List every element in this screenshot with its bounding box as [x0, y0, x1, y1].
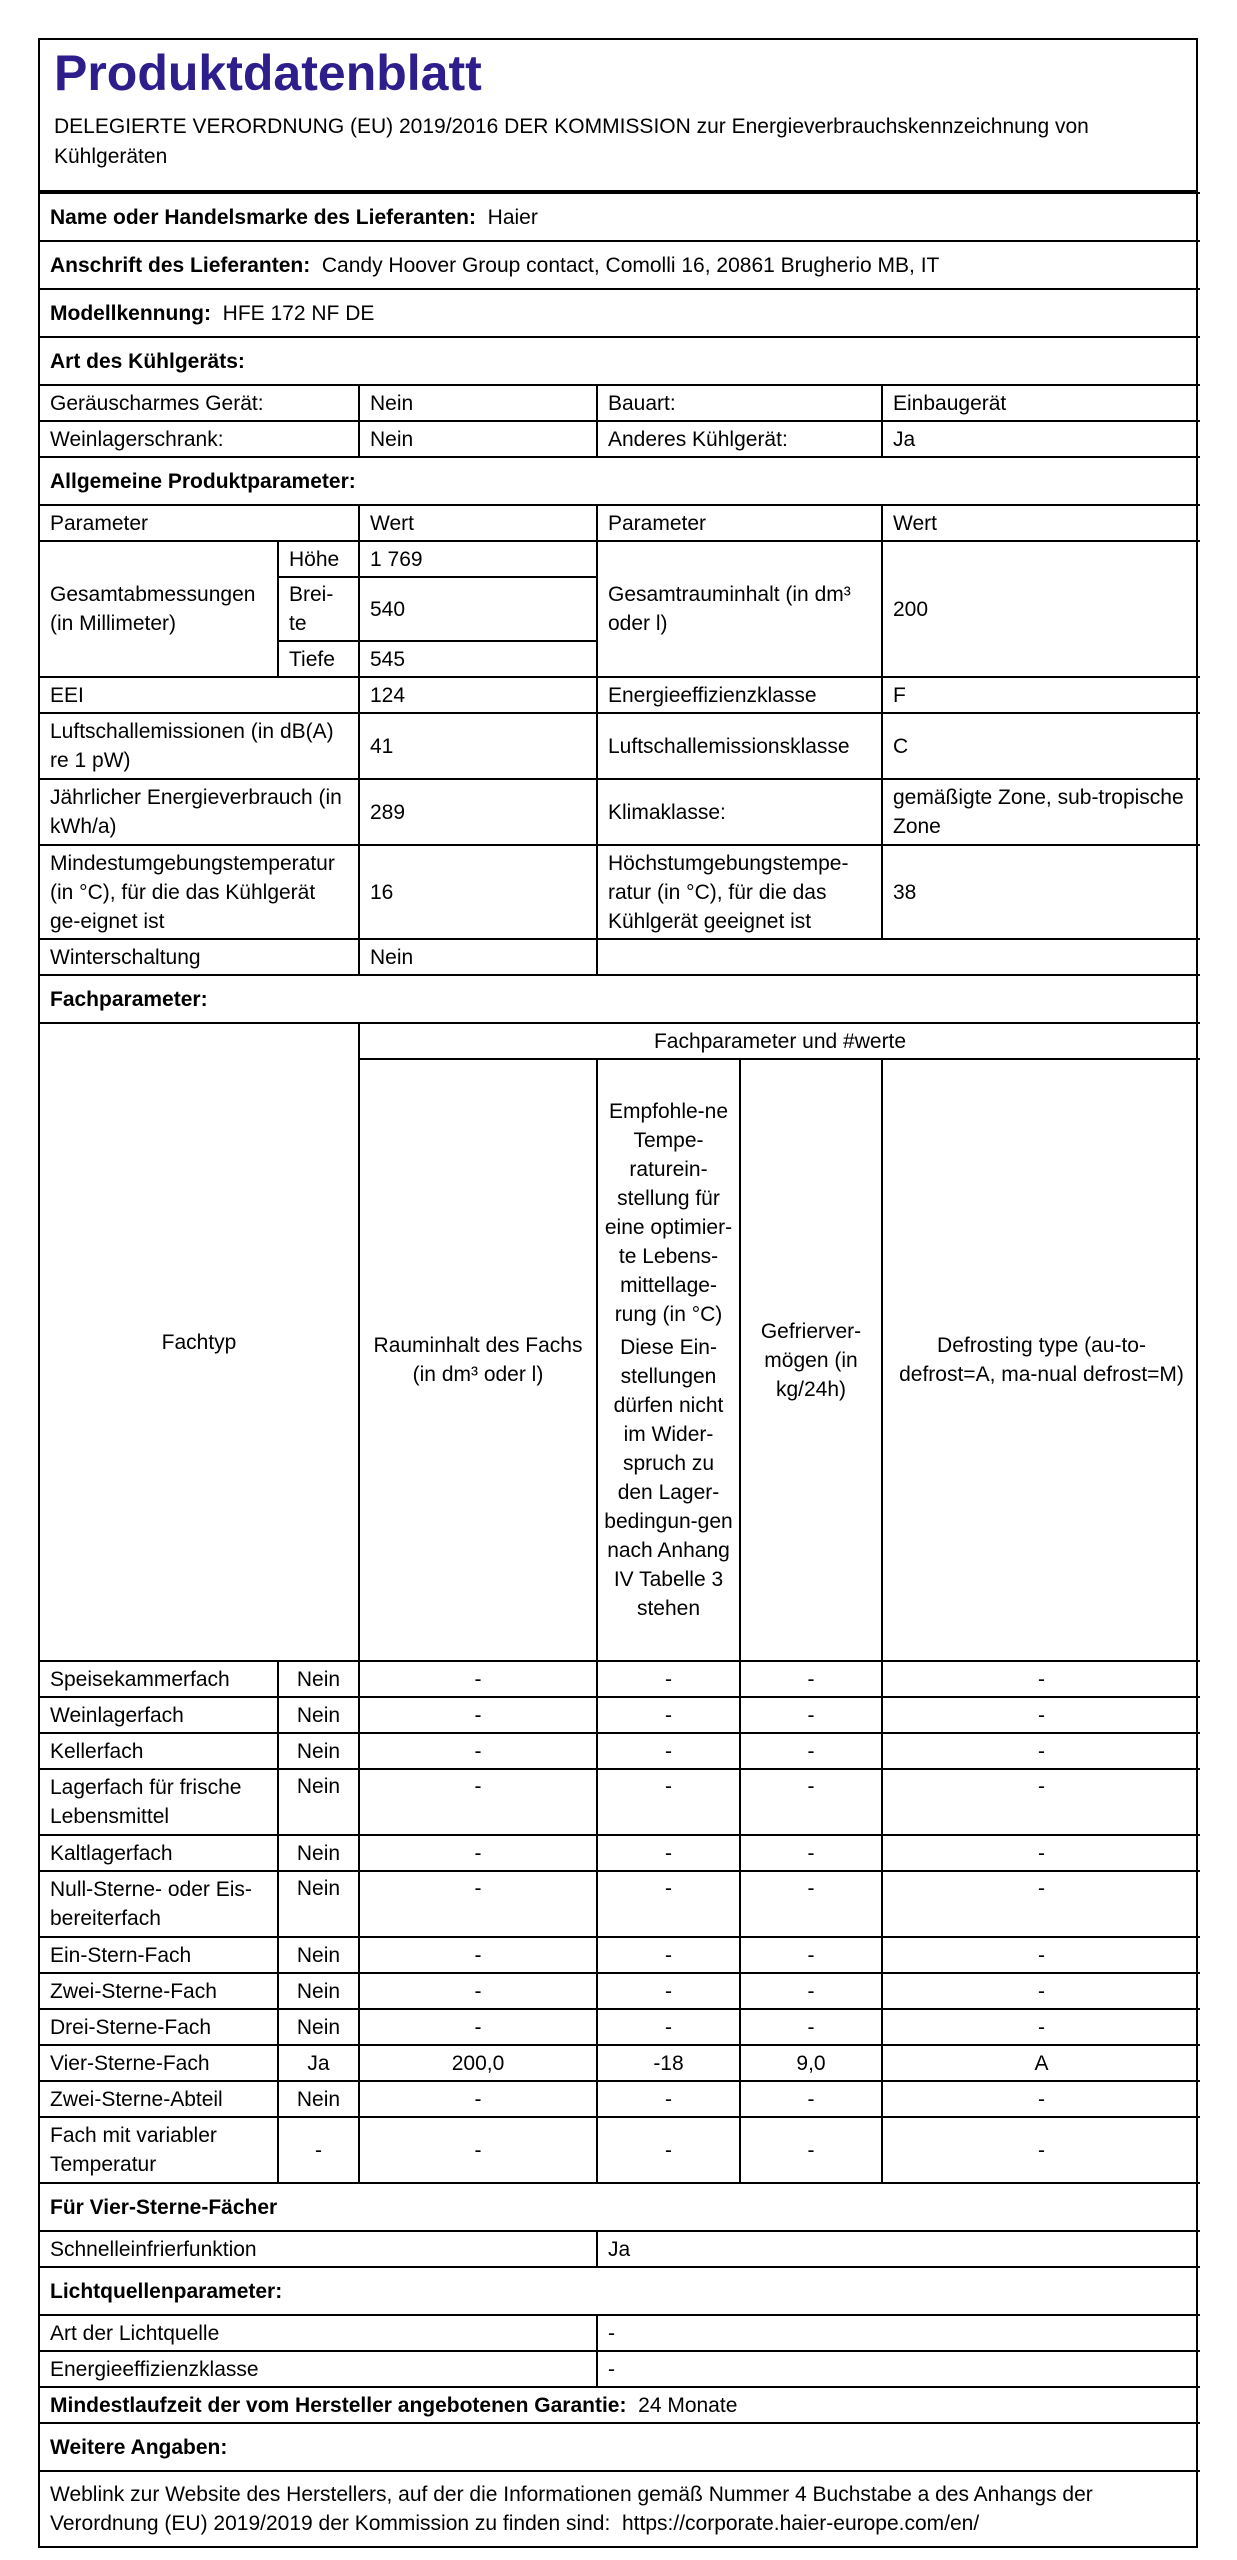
- compartment-temp: -: [597, 2009, 740, 2045]
- more-info-text: Weblink zur Website des Herstellers, auf der die Informationen gemäß Nummer 4 Buchstabe a des Anhangs der Verordnung (EU) 2019/2019 der Kommission zu finden sind:: [50, 2483, 1093, 2535]
- compartment-defrost: A: [882, 2045, 1200, 2081]
- supplier-name-row: [40, 193, 1200, 241]
- winter-label: Winterschaltung: [40, 939, 359, 975]
- light-heading: Lichtquellenparameter:: [40, 2267, 1200, 2315]
- compartment-present: Nein: [278, 2081, 359, 2117]
- compartment-volume: -: [359, 1835, 597, 1871]
- eei-row: [40, 677, 1200, 713]
- max-temp-value: 38: [882, 845, 1200, 939]
- compartment-freeze: -: [740, 2117, 882, 2183]
- compartment-row: [40, 1733, 1200, 1769]
- compartment-volume: -: [359, 1697, 597, 1733]
- compartment-freeze: -: [740, 1871, 882, 1937]
- compartment-row: [40, 1697, 1200, 1733]
- compartment-row: [40, 2081, 1200, 2117]
- warranty-value: 24 Monate: [638, 2393, 738, 2417]
- compartment-name: Kaltlagerfach: [40, 1835, 278, 1871]
- compartments-group-header-row: [40, 1023, 1200, 1059]
- compartment-present: Ja: [278, 2045, 359, 2081]
- compartment-defrost: -: [882, 1937, 1200, 1973]
- compartment-defrost: -: [882, 1769, 1200, 1835]
- appliance-type-heading: Art des Kühlgeräts:: [40, 337, 1200, 385]
- compartment-temp: -: [597, 1733, 740, 1769]
- general-heading: Allgemeine Produktparameter:: [40, 457, 1200, 505]
- compartment-volume: -: [359, 1937, 597, 1973]
- compartment-present: Nein: [278, 1835, 359, 1871]
- supplier-name-value: Haier: [487, 205, 538, 229]
- general-heading-row: [40, 457, 1200, 505]
- compartment-defrost: -: [882, 1733, 1200, 1769]
- compartment-freeze: -: [740, 2081, 882, 2117]
- noise-row: [40, 713, 1200, 779]
- noise-label: Luftschallemissionen (in dB(A) re 1 pW): [40, 713, 359, 779]
- climate-label: Klimaklasse:: [597, 779, 882, 845]
- compartment-name: Lagerfach für frische Lebensmittel: [40, 1769, 278, 1835]
- width-label: Brei-te: [278, 577, 359, 641]
- empty-cell: [597, 939, 1200, 975]
- appliance-type-value-2: Einbaugerät: [882, 385, 1200, 421]
- compartment-name: Zwei-Sterne-Fach: [40, 1973, 278, 2009]
- compartment-present: Nein: [278, 1973, 359, 2009]
- dimensions-row: [40, 541, 1200, 577]
- compartment-name: Zwei-Sterne-Abteil: [40, 2081, 278, 2117]
- four-star-heading-row: [40, 2183, 1200, 2231]
- compartment-row: [40, 1871, 1200, 1937]
- eei-label: EEI: [40, 677, 359, 713]
- compartment-present: -: [278, 2117, 359, 2183]
- warranty-label: Mindestlaufzeit der vom Hersteller angebotenen Garantie:: [50, 2393, 627, 2417]
- energy-class-label: Energieeffizienzklasse: [597, 677, 882, 713]
- compartment-volume: -: [359, 1973, 597, 2009]
- appliance-type-label-2: Anderes Kühlgerät:: [597, 421, 882, 457]
- light-class-row: [40, 2351, 1200, 2387]
- light-type-row: [40, 2315, 1200, 2351]
- compartment-volume: -: [359, 2081, 597, 2117]
- model-label: Modellkennung:: [50, 301, 211, 325]
- compartment-name: Null-Sterne- oder Eis-bereiterfach: [40, 1871, 278, 1937]
- annual-energy-row: [40, 779, 1200, 845]
- general-col-header-row: [40, 505, 1200, 541]
- supplier-name-label: Name oder Handelsmarke des Lieferanten:: [50, 205, 476, 229]
- light-class-value: -: [597, 2351, 1200, 2387]
- appliance-type-label-2: Bauart:: [597, 385, 882, 421]
- compartment-freeze: -: [740, 1835, 882, 1871]
- temperature-row: [40, 845, 1200, 939]
- compartment-defrost: -: [882, 1871, 1200, 1937]
- min-temp-label: Mindestumgebungstemperatur (in °C), für die das Kühlgerät ge-eignet ist: [40, 845, 359, 939]
- compartment-defrost: -: [882, 2009, 1200, 2045]
- col-parameter: Parameter: [40, 505, 359, 541]
- compartment-temp: -: [597, 1937, 740, 1973]
- compartment-temp: -: [597, 1697, 740, 1733]
- compartment-volume: -: [359, 2117, 597, 2183]
- light-class-label: Energieeffizienzklasse: [40, 2351, 597, 2387]
- compartment-row: [40, 2045, 1200, 2081]
- compartment-temp: -: [597, 2081, 740, 2117]
- compartment-name: Fach mit variabler Temperatur: [40, 2117, 278, 2183]
- compartment-name: Speisekammerfach: [40, 1661, 278, 1697]
- quick-freeze-row: [40, 2231, 1200, 2267]
- supplier-address-value: Candy Hoover Group contact, Comolli 16, 20861 Brugherio MB, IT: [321, 253, 940, 277]
- product-data-sheet: [38, 38, 1198, 2548]
- eei-value: 124: [359, 677, 597, 713]
- width-value: 540: [359, 577, 597, 641]
- page-title: Produktdatenblatt: [54, 45, 482, 101]
- appliance-type-row: [40, 385, 1200, 421]
- compartment-volume-header: Rauminhalt des Fachs (in dm³ oder l): [359, 1059, 597, 1661]
- compartment-defrost: -: [882, 1697, 1200, 1733]
- compartment-volume: -: [359, 2009, 597, 2045]
- data-table: [40, 192, 1200, 2546]
- compartment-present: Nein: [278, 1697, 359, 1733]
- compartment-freeze: -: [740, 1697, 882, 1733]
- climate-value: gemäßigte Zone, sub-tropische Zone: [882, 779, 1200, 845]
- compartment-volume: -: [359, 1661, 597, 1697]
- compartment-volume: 200,0: [359, 2045, 597, 2081]
- compartment-freeze: 9,0: [740, 2045, 882, 2081]
- compartment-row: [40, 2117, 1200, 2183]
- annual-energy-label: Jährlicher Energieverbrauch (in kWh/a): [40, 779, 359, 845]
- compartment-defrost: -: [882, 2081, 1200, 2117]
- depth-value: 545: [359, 641, 597, 677]
- compartment-freeze-header: Gefrierver-mögen (in kg/24h): [740, 1059, 882, 1661]
- compartment-temp-header-a: Empfohle-ne Tempe-raturein-stellung für eine optimier-te Lebens-mittellage-rung (in °C): [604, 1100, 733, 1326]
- compartment-freeze: -: [740, 1937, 882, 1973]
- compartment-name: Kellerfach: [40, 1733, 278, 1769]
- col-value: Wert: [882, 505, 1200, 541]
- compartment-row: [40, 1661, 1200, 1697]
- appliance-type-value-1: Nein: [359, 385, 597, 421]
- compartment-row: [40, 1835, 1200, 1871]
- annual-energy-value: 289: [359, 779, 597, 845]
- volume-value: 200: [882, 541, 1200, 677]
- compartment-present: Nein: [278, 1661, 359, 1697]
- manufacturer-link[interactable]: https://corporate.haier-europe.com/en/: [622, 2512, 980, 2535]
- quick-freeze-value: Ja: [597, 2231, 1200, 2267]
- more-info-row: [40, 2471, 1200, 2546]
- noise-class-label: Luftschallemissionsklasse: [597, 713, 882, 779]
- supplier-address-row: [40, 241, 1200, 289]
- compartment-freeze: -: [740, 1661, 882, 1697]
- compartments-heading-row: [40, 975, 1200, 1023]
- four-star-heading: Für Vier-Sterne-Fächer: [40, 2183, 1200, 2231]
- compartment-defrost-header: Defrosting type (au-to-defrost=A, ma-nual defrost=M): [882, 1059, 1200, 1661]
- title-block: [40, 44, 1196, 192]
- compartment-present: Nein: [278, 1769, 359, 1835]
- compartment-temp-header: [597, 1059, 740, 1661]
- height-value: 1 769: [359, 541, 597, 577]
- energy-class-value: F: [882, 677, 1200, 713]
- appliance-type-heading-row: [40, 337, 1200, 385]
- compartment-freeze: -: [740, 1769, 882, 1835]
- noise-value: 41: [359, 713, 597, 779]
- min-temp-value: 16: [359, 845, 597, 939]
- compartment-present: Nein: [278, 1733, 359, 1769]
- more-info-heading: Weitere Angaben:: [40, 2423, 1200, 2471]
- appliance-type-value-1: Nein: [359, 421, 597, 457]
- compartment-row: [40, 1769, 1200, 1835]
- compartment-name: Drei-Sterne-Fach: [40, 2009, 278, 2045]
- compartment-present: Nein: [278, 2009, 359, 2045]
- compartment-name: Weinlagerfach: [40, 1697, 278, 1733]
- compartment-defrost: -: [882, 1835, 1200, 1871]
- depth-label: Tiefe: [278, 641, 359, 677]
- compartments-heading: Fachparameter:: [40, 975, 1200, 1023]
- compartment-group-header: Fachparameter und #werte: [359, 1023, 1200, 1059]
- col-parameter: Parameter: [597, 505, 882, 541]
- compartment-temp: -: [597, 1973, 740, 2009]
- height-label: Höhe: [278, 541, 359, 577]
- compartment-temp: -: [597, 1835, 740, 1871]
- compartment-volume: -: [359, 1733, 597, 1769]
- light-type-label: Art der Lichtquelle: [40, 2315, 597, 2351]
- model-row: [40, 289, 1200, 337]
- compartment-present: Nein: [278, 1937, 359, 1973]
- appliance-type-label-1: Weinlagerschrank:: [40, 421, 359, 457]
- supplier-address-label: Anschrift des Lieferanten:: [50, 253, 311, 277]
- quick-freeze-label: Schnelleinfrierfunktion: [40, 2231, 597, 2267]
- compartment-defrost: -: [882, 1661, 1200, 1697]
- compartment-defrost: -: [882, 2117, 1200, 2183]
- compartment-name: Ein-Stern-Fach: [40, 1937, 278, 1973]
- appliance-type-label-1: Geräuscharmes Gerät:: [40, 385, 359, 421]
- compartment-volume: -: [359, 1871, 597, 1937]
- compartment-row: [40, 2009, 1200, 2045]
- light-type-value: -: [597, 2315, 1200, 2351]
- appliance-type-row: [40, 421, 1200, 457]
- winter-row: [40, 939, 1200, 975]
- compartment-defrost: -: [882, 1973, 1200, 2009]
- winter-value: Nein: [359, 939, 597, 975]
- compartment-freeze: -: [740, 1973, 882, 2009]
- compartment-temp: -18: [597, 2045, 740, 2081]
- compartment-row: [40, 1937, 1200, 1973]
- light-heading-row: [40, 2267, 1200, 2315]
- volume-label: Gesamtrauminhalt (in dm³ oder l): [597, 541, 882, 677]
- compartment-name: Vier-Sterne-Fach: [40, 2045, 278, 2081]
- col-value: Wert: [359, 505, 597, 541]
- compartment-row: [40, 1973, 1200, 2009]
- regulation-subtitle: DELEGIERTE VERORDNUNG (EU) 2019/2016 DER KOMMISSION zur Energieverbrauchskennzeichnung von Kühlgeräten: [54, 115, 1089, 168]
- model-value: HFE 172 NF DE: [222, 301, 375, 325]
- compartment-type-header: Fachtyp: [40, 1023, 359, 1661]
- compartment-present: Nein: [278, 1871, 359, 1937]
- appliance-type-value-2: Ja: [882, 421, 1200, 457]
- more-info-heading-row: [40, 2423, 1200, 2471]
- compartment-temp-header-b: Diese Ein-stellungen dürfen nicht im Wider-spruch zu den Lager-bedingun-gen nach Anhang IV Tabelle 3 stehen: [604, 1336, 733, 1620]
- compartment-temp: -: [597, 1871, 740, 1937]
- noise-class-value: C: [882, 713, 1200, 779]
- compartment-temp: -: [597, 1661, 740, 1697]
- compartment-freeze: -: [740, 1733, 882, 1769]
- warranty-row: [40, 2387, 1200, 2423]
- compartment-freeze: -: [740, 2009, 882, 2045]
- max-temp-label: Höchstumgebungstempe-ratur (in °C), für die das Kühlgerät geeignet ist: [597, 845, 882, 939]
- compartment-temp: -: [597, 2117, 740, 2183]
- compartment-volume: -: [359, 1769, 597, 1835]
- compartment-temp: -: [597, 1769, 740, 1835]
- dimensions-label: Gesamtabmessungen (in Millimeter): [40, 541, 278, 677]
